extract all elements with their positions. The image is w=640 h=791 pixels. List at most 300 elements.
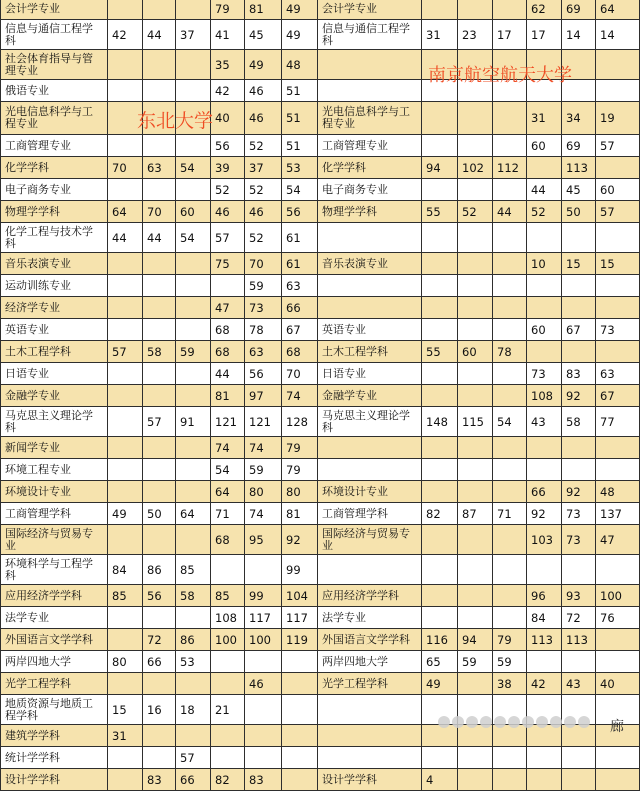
subject-name-cell xyxy=(318,297,422,319)
rank-value-cell xyxy=(108,607,143,629)
rank-value-cell: 82 xyxy=(211,769,245,791)
rank-value-cell xyxy=(108,407,143,437)
rank-value-cell: 68 xyxy=(211,525,245,555)
rank-value-cell: 49 xyxy=(245,50,282,80)
rank-value-cell xyxy=(596,157,640,179)
rank-value-cell: 60 xyxy=(596,179,640,201)
rank-value-cell xyxy=(527,747,562,769)
rank-value-cell xyxy=(143,135,176,157)
rank-value-cell xyxy=(176,725,211,747)
subject-name-cell xyxy=(318,747,422,769)
rank-value-cell: 74 xyxy=(282,385,318,407)
subject-name-cell xyxy=(318,275,422,297)
rank-value-cell xyxy=(211,747,245,769)
rank-value-cell xyxy=(176,673,211,695)
subject-name-cell: 光学工程学科 xyxy=(318,673,422,695)
rank-value-cell: 71 xyxy=(493,503,527,525)
rank-value-cell: 44 xyxy=(108,223,143,253)
rank-value-cell xyxy=(596,297,640,319)
rank-value-cell: 58 xyxy=(143,341,176,363)
subject-name-cell: 物理学学科 xyxy=(318,201,422,223)
rank-value-cell xyxy=(176,459,211,481)
rank-value-cell: 47 xyxy=(211,297,245,319)
rank-value-cell: 119 xyxy=(282,629,318,651)
rank-value-cell: 81 xyxy=(245,0,282,20)
rank-value-cell: 49 xyxy=(422,673,458,695)
rank-value-cell xyxy=(176,50,211,80)
rank-value-cell: 73 xyxy=(562,525,596,555)
rank-value-cell: 14 xyxy=(562,20,596,50)
rank-value-cell xyxy=(176,135,211,157)
subject-name-cell: 信息与通信工程学科 xyxy=(318,20,422,50)
rank-value-cell: 56 xyxy=(282,201,318,223)
rank-value-cell xyxy=(458,769,493,791)
rank-value-cell xyxy=(493,102,527,135)
rank-value-cell xyxy=(458,525,493,555)
rank-value-cell: 64 xyxy=(211,481,245,503)
rank-value-cell: 64 xyxy=(596,0,640,20)
subject-name-cell: 土木工程学科 xyxy=(318,341,422,363)
rank-value-cell: 86 xyxy=(176,629,211,651)
rank-value-cell: 70 xyxy=(108,157,143,179)
rank-value-cell: 55 xyxy=(422,341,458,363)
rank-value-cell xyxy=(493,607,527,629)
subject-name-cell xyxy=(318,725,422,747)
rank-value-cell: 74 xyxy=(211,437,245,459)
rank-value-cell xyxy=(493,747,527,769)
rank-value-cell xyxy=(596,275,640,297)
rank-value-cell xyxy=(108,525,143,555)
rank-value-cell: 104 xyxy=(282,585,318,607)
rank-value-cell xyxy=(422,585,458,607)
rank-value-cell: 70 xyxy=(143,201,176,223)
rank-value-cell: 73 xyxy=(245,297,282,319)
subject-name-cell: 环境设计专业 xyxy=(0,481,108,503)
rank-value-cell xyxy=(143,80,176,102)
rank-value-cell: 18 xyxy=(176,695,211,725)
rank-value-cell: 100 xyxy=(596,585,640,607)
rank-value-cell xyxy=(143,481,176,503)
rank-value-cell: 31 xyxy=(527,102,562,135)
rank-value-cell: 63 xyxy=(245,341,282,363)
rank-value-cell xyxy=(493,297,527,319)
rank-value-cell: 57 xyxy=(211,223,245,253)
rank-value-cell: 80 xyxy=(245,481,282,503)
rank-value-cell: 67 xyxy=(596,385,640,407)
rank-value-cell xyxy=(422,135,458,157)
rank-value-cell xyxy=(562,223,596,253)
rank-value-cell xyxy=(108,297,143,319)
rank-value-cell xyxy=(596,341,640,363)
rank-value-cell xyxy=(108,481,143,503)
rank-value-cell xyxy=(108,769,143,791)
rank-value-cell xyxy=(143,725,176,747)
rank-value-cell xyxy=(422,179,458,201)
rank-value-cell: 31 xyxy=(108,725,143,747)
rank-value-cell xyxy=(596,769,640,791)
rank-value-cell: 68 xyxy=(282,341,318,363)
subject-name-cell: 俄语专业 xyxy=(0,80,108,102)
rank-value-cell: 59 xyxy=(458,651,493,673)
subject-name-cell: 统计学学科 xyxy=(0,747,108,769)
rank-value-cell: 54 xyxy=(176,157,211,179)
rank-value-cell: 100 xyxy=(211,629,245,651)
rank-value-cell xyxy=(493,525,527,555)
rank-value-cell xyxy=(493,437,527,459)
rank-value-cell xyxy=(176,607,211,629)
subject-name-cell: 地质资源与地质工程学科 xyxy=(0,695,108,725)
rank-value-cell: 50 xyxy=(143,503,176,525)
rank-value-cell: 121 xyxy=(245,407,282,437)
rank-value-cell xyxy=(108,135,143,157)
rank-value-cell xyxy=(458,585,493,607)
rank-value-cell: 64 xyxy=(176,503,211,525)
rank-value-cell: 97 xyxy=(245,385,282,407)
rank-value-cell: 85 xyxy=(176,555,211,585)
rank-value-cell xyxy=(143,0,176,20)
rank-value-cell: 69 xyxy=(562,135,596,157)
rank-value-cell xyxy=(108,437,143,459)
rank-value-cell: 60 xyxy=(458,341,493,363)
subject-name-cell: 国际经济与贸易专业 xyxy=(318,525,422,555)
subject-name-cell: 会计学专业 xyxy=(318,0,422,20)
rank-value-cell xyxy=(211,275,245,297)
rank-value-cell xyxy=(562,747,596,769)
rank-value-cell: 42 xyxy=(108,20,143,50)
rank-value-cell xyxy=(458,555,493,585)
rank-value-cell xyxy=(493,0,527,20)
rank-value-cell: 56 xyxy=(143,585,176,607)
rank-value-cell: 60 xyxy=(527,319,562,341)
subject-name-cell: 光学工程学科 xyxy=(0,673,108,695)
rank-value-cell: 37 xyxy=(245,157,282,179)
rank-value-cell: 46 xyxy=(211,201,245,223)
subject-name-cell: 音乐表演专业 xyxy=(0,253,108,275)
rank-value-cell: 67 xyxy=(562,319,596,341)
rank-value-cell xyxy=(176,80,211,102)
rank-value-cell: 15 xyxy=(108,695,143,725)
rank-value-cell xyxy=(562,769,596,791)
rank-value-cell: 46 xyxy=(245,102,282,135)
rank-value-cell: 100 xyxy=(245,629,282,651)
rank-value-cell xyxy=(493,385,527,407)
rank-value-cell: 86 xyxy=(143,555,176,585)
subject-name-cell: 化学工程与技术学科 xyxy=(0,223,108,253)
subject-name-cell: 音乐表演专业 xyxy=(318,253,422,275)
rank-value-cell: 40 xyxy=(596,673,640,695)
subject-name-cell: 环境设计专业 xyxy=(318,481,422,503)
rank-value-cell: 78 xyxy=(245,319,282,341)
subject-name-cell: 外国语言文学学科 xyxy=(0,629,108,651)
rank-value-cell: 57 xyxy=(108,341,143,363)
rank-value-cell xyxy=(143,607,176,629)
rank-value-cell: 103 xyxy=(527,525,562,555)
rank-value-cell: 79 xyxy=(493,629,527,651)
rank-value-cell xyxy=(596,629,640,651)
rank-value-cell: 92 xyxy=(562,385,596,407)
rank-value-cell xyxy=(493,179,527,201)
rank-value-cell xyxy=(245,747,282,769)
rank-value-cell: 52 xyxy=(527,201,562,223)
subject-name-cell: 光电信息科学与工程专业 xyxy=(318,102,422,135)
rank-value-cell: 81 xyxy=(282,503,318,525)
rank-value-cell: 49 xyxy=(108,503,143,525)
rank-value-cell: 65 xyxy=(422,651,458,673)
rank-value-cell xyxy=(422,275,458,297)
rank-value-cell xyxy=(176,0,211,20)
rank-value-cell: 57 xyxy=(596,201,640,223)
rank-value-cell: 48 xyxy=(596,481,640,503)
rank-value-cell xyxy=(282,651,318,673)
rank-value-cell xyxy=(458,747,493,769)
rank-value-cell: 83 xyxy=(245,769,282,791)
rank-value-cell xyxy=(458,135,493,157)
rank-value-cell xyxy=(143,253,176,275)
subject-name-cell: 金融学专业 xyxy=(318,385,422,407)
rank-value-cell: 113 xyxy=(527,629,562,651)
rank-value-cell: 84 xyxy=(527,607,562,629)
rank-value-cell xyxy=(245,555,282,585)
rank-value-cell: 39 xyxy=(211,157,245,179)
rank-value-cell xyxy=(143,437,176,459)
rank-value-cell: 44 xyxy=(527,179,562,201)
university-label-left: 东北大学 xyxy=(137,110,214,132)
rank-value-cell: 57 xyxy=(143,407,176,437)
rank-value-cell xyxy=(458,363,493,385)
rank-value-cell: 71 xyxy=(211,503,245,525)
rank-value-cell xyxy=(596,459,640,481)
subject-name-cell: 化学学科 xyxy=(0,157,108,179)
rank-value-cell xyxy=(527,459,562,481)
rank-value-cell xyxy=(596,555,640,585)
rank-value-cell xyxy=(562,275,596,297)
rank-value-cell: 96 xyxy=(527,585,562,607)
rank-value-cell: 79 xyxy=(282,459,318,481)
subject-name-cell: 工商管理专业 xyxy=(0,135,108,157)
rank-value-cell xyxy=(562,341,596,363)
rank-value-cell: 54 xyxy=(282,179,318,201)
rank-value-cell xyxy=(422,747,458,769)
rank-value-cell xyxy=(458,319,493,341)
rank-value-cell xyxy=(458,223,493,253)
rank-value-cell xyxy=(108,747,143,769)
rank-value-cell xyxy=(143,50,176,80)
rank-value-cell xyxy=(596,437,640,459)
rank-value-cell xyxy=(422,481,458,503)
rank-value-cell xyxy=(562,437,596,459)
rank-value-cell: 68 xyxy=(211,319,245,341)
subject-name-cell: 应用经济学学科 xyxy=(0,585,108,607)
rank-value-cell xyxy=(596,50,640,80)
rank-value-cell: 81 xyxy=(211,385,245,407)
rank-value-cell: 94 xyxy=(458,629,493,651)
subject-name-cell: 工商管理专业 xyxy=(318,135,422,157)
rank-value-cell: 58 xyxy=(176,585,211,607)
rank-value-cell xyxy=(527,437,562,459)
rank-value-cell xyxy=(596,747,640,769)
rank-value-cell: 74 xyxy=(245,503,282,525)
rank-value-cell: 92 xyxy=(527,503,562,525)
watermark-dots-icon xyxy=(438,713,608,729)
rank-value-cell xyxy=(143,179,176,201)
rank-value-cell: 83 xyxy=(562,363,596,385)
subject-name-cell: 环境科学与工程学科 xyxy=(0,555,108,585)
rank-value-cell xyxy=(176,437,211,459)
rank-value-cell: 59 xyxy=(176,341,211,363)
rank-value-cell: 51 xyxy=(282,135,318,157)
rank-value-cell xyxy=(458,481,493,503)
rank-value-cell: 70 xyxy=(282,363,318,385)
rank-value-cell: 15 xyxy=(562,253,596,275)
subject-name-cell: 会计学专业 xyxy=(0,0,108,20)
rank-value-cell: 128 xyxy=(282,407,318,437)
rank-value-cell: 73 xyxy=(527,363,562,385)
rank-value-cell: 46 xyxy=(245,673,282,695)
rank-value-cell xyxy=(527,223,562,253)
subject-name-cell: 运动训练专业 xyxy=(0,275,108,297)
rank-value-cell xyxy=(527,651,562,673)
subject-name-cell: 马克思主义理论学科 xyxy=(0,407,108,437)
rank-value-cell xyxy=(422,555,458,585)
subject-name-cell: 工商管理学科 xyxy=(318,503,422,525)
rank-value-cell xyxy=(176,363,211,385)
rank-value-cell: 92 xyxy=(282,525,318,555)
rank-value-cell: 57 xyxy=(176,747,211,769)
rank-value-cell: 77 xyxy=(596,407,640,437)
subject-name-cell: 日语专业 xyxy=(318,363,422,385)
rank-value-cell xyxy=(422,525,458,555)
rank-value-cell xyxy=(493,459,527,481)
rank-value-cell xyxy=(422,437,458,459)
rank-value-cell: 113 xyxy=(562,157,596,179)
rank-value-cell: 62 xyxy=(527,0,562,20)
subject-name-cell: 土木工程学科 xyxy=(0,341,108,363)
rank-value-cell: 79 xyxy=(282,437,318,459)
rank-value-cell: 54 xyxy=(493,407,527,437)
rank-value-cell: 54 xyxy=(176,223,211,253)
rank-value-cell xyxy=(458,385,493,407)
rank-value-cell xyxy=(493,585,527,607)
subject-name-cell: 光电信息科学与工程专业 xyxy=(0,102,108,135)
rank-value-cell: 21 xyxy=(211,695,245,725)
rank-value-cell xyxy=(493,363,527,385)
rank-value-cell: 55 xyxy=(422,201,458,223)
rank-value-cell xyxy=(282,695,318,725)
rank-value-cell: 94 xyxy=(422,157,458,179)
rank-value-cell xyxy=(458,297,493,319)
rank-value-cell: 45 xyxy=(245,20,282,50)
subject-name-cell: 经济学专业 xyxy=(0,297,108,319)
subject-name-cell: 新闻学专业 xyxy=(0,437,108,459)
rank-value-cell xyxy=(282,725,318,747)
rank-value-cell xyxy=(562,459,596,481)
subject-name-cell xyxy=(318,695,422,725)
subject-name-cell: 应用经济学学科 xyxy=(318,585,422,607)
rank-value-cell xyxy=(108,459,143,481)
rank-value-cell xyxy=(143,525,176,555)
subject-name-cell: 社会体育指导与管理专业 xyxy=(0,50,108,80)
rank-value-cell xyxy=(211,555,245,585)
rank-value-cell xyxy=(527,275,562,297)
rank-value-cell xyxy=(458,275,493,297)
rank-value-cell: 38 xyxy=(493,673,527,695)
rank-value-cell xyxy=(176,525,211,555)
rank-value-cell: 51 xyxy=(282,102,318,135)
rank-value-cell xyxy=(211,651,245,673)
rank-value-cell xyxy=(422,102,458,135)
rank-value-cell xyxy=(143,363,176,385)
rank-value-cell xyxy=(108,80,143,102)
rank-value-cell xyxy=(176,319,211,341)
rank-value-cell: 43 xyxy=(527,407,562,437)
rank-value-cell: 16 xyxy=(143,695,176,725)
rank-value-cell xyxy=(282,673,318,695)
rank-value-cell xyxy=(176,179,211,201)
rank-value-cell: 95 xyxy=(245,525,282,555)
rank-value-cell xyxy=(422,223,458,253)
rank-value-cell: 46 xyxy=(245,201,282,223)
watermark-char: 廊 xyxy=(610,719,624,735)
subject-name-cell: 信息与通信工程学科 xyxy=(0,20,108,50)
subject-name-cell: 设计学学科 xyxy=(318,769,422,791)
rank-value-cell xyxy=(422,0,458,20)
rank-value-cell xyxy=(282,769,318,791)
rank-value-cell xyxy=(527,555,562,585)
rank-value-cell: 69 xyxy=(562,0,596,20)
rank-value-cell: 73 xyxy=(596,319,640,341)
subject-name-cell xyxy=(318,437,422,459)
rank-value-cell: 15 xyxy=(596,253,640,275)
rank-value-cell: 63 xyxy=(596,363,640,385)
rank-value-cell: 75 xyxy=(211,253,245,275)
rank-value-cell: 23 xyxy=(458,20,493,50)
rank-value-cell xyxy=(108,179,143,201)
rank-value-cell: 63 xyxy=(143,157,176,179)
rank-value-cell xyxy=(527,297,562,319)
rank-value-cell: 61 xyxy=(282,253,318,275)
rank-value-cell xyxy=(527,769,562,791)
rank-value-cell: 44 xyxy=(143,223,176,253)
rank-value-cell xyxy=(108,253,143,275)
rank-value-cell: 102 xyxy=(458,157,493,179)
rank-value-cell: 85 xyxy=(211,585,245,607)
rank-value-cell: 46 xyxy=(245,80,282,102)
rank-value-cell: 59 xyxy=(245,275,282,297)
rank-value-cell xyxy=(493,275,527,297)
rank-value-cell xyxy=(176,385,211,407)
rank-value-cell: 78 xyxy=(493,341,527,363)
rank-value-cell xyxy=(108,363,143,385)
rank-value-cell: 80 xyxy=(282,481,318,503)
rank-value-cell: 52 xyxy=(245,179,282,201)
rank-value-cell xyxy=(422,363,458,385)
rank-value-cell xyxy=(176,297,211,319)
rank-value-cell: 84 xyxy=(108,555,143,585)
rank-value-cell: 121 xyxy=(211,407,245,437)
rank-value-cell: 45 xyxy=(562,179,596,201)
rank-value-cell: 57 xyxy=(596,135,640,157)
rank-value-cell xyxy=(282,747,318,769)
subject-name-cell xyxy=(318,80,422,102)
rank-value-cell xyxy=(245,651,282,673)
rank-value-cell: 116 xyxy=(422,629,458,651)
rank-value-cell xyxy=(562,297,596,319)
rank-value-cell: 66 xyxy=(176,769,211,791)
rank-value-cell xyxy=(143,385,176,407)
rank-value-cell: 99 xyxy=(245,585,282,607)
rank-value-cell xyxy=(245,725,282,747)
rank-value-cell: 72 xyxy=(143,629,176,651)
